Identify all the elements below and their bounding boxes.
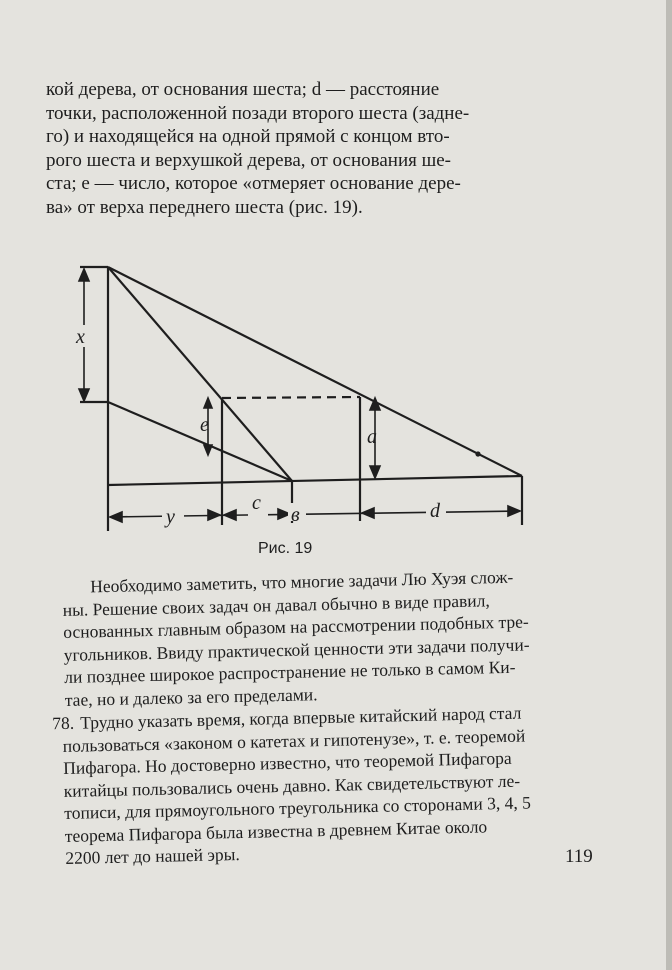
- dashed-level-line: [222, 397, 360, 398]
- arrow-head: [79, 269, 89, 281]
- paragraph-middle: [62, 564, 597, 711]
- text-line: ли позднее широкое распространение не только в самом Ки-: [64, 656, 516, 687]
- text-line: ны. Решение своих задач он давал обычно в виде правил,: [62, 589, 490, 620]
- arrow-head: [204, 398, 212, 408]
- sight-line-inner: [108, 267, 292, 481]
- text-line: тае, но и далеко за его пределами.: [64, 683, 318, 710]
- text-line: кой дерева, от основания шеста; d — расстояние: [46, 79, 440, 100]
- section-number: 78.: [52, 712, 75, 734]
- paragraph-top: [46, 78, 581, 219]
- arrow-head: [224, 510, 236, 520]
- page-number: 119: [565, 846, 593, 867]
- arrow-head: [204, 445, 212, 455]
- paragraph-bottom: [52, 700, 597, 870]
- label-c: c: [252, 492, 261, 514]
- text-line: точки, расположенной позади второго шеста (задне-: [46, 102, 470, 124]
- text-line: 2200 лет до нашей эры.: [65, 844, 240, 868]
- label-e: e: [200, 414, 209, 436]
- text-line: пользоваться «законом о катетах и гипотенузе», т. е. теоремой: [62, 725, 526, 756]
- ground-line: [108, 476, 522, 485]
- figure-caption: Рис. 19: [258, 540, 313, 557]
- page-edge: [666, 0, 672, 970]
- label-a: a: [367, 426, 377, 448]
- text-line: теорема Пифагора была известна в древнем Китае около: [64, 815, 488, 846]
- text-line: основанных главным образом на рассмотрении подобных тре-: [63, 611, 529, 642]
- text-line: ва» от верха переднего шеста (рис. 19).: [46, 196, 363, 218]
- hypotenuse-long: [108, 267, 522, 476]
- text-line: угольников. Ввиду практической ценности эти задачи получи-: [63, 633, 530, 665]
- text-line: тописи, для прямоугольного треугольника со сторонами 3, 4, 5: [64, 792, 532, 823]
- text-line: Необходимо заметить, что многие задачи Лю Хуэя слож-: [90, 566, 514, 597]
- text-line: рого шеста и верхушкой дерева, от основания ше-: [46, 149, 451, 171]
- point-marker: [476, 452, 480, 456]
- arrow-head: [508, 506, 520, 516]
- text-line: го) и находящейся на одной прямой с концом вто-: [46, 126, 450, 147]
- text-line: Трудно указать время, когда впервые китайский народ стал: [80, 702, 522, 733]
- arrow-head: [362, 508, 374, 518]
- figure-19-diagram: [70, 255, 540, 535]
- label-y: y: [166, 506, 175, 528]
- label-x: x: [76, 326, 85, 348]
- label-d: d: [430, 500, 440, 522]
- arrow-head: [79, 389, 89, 401]
- label-b: в: [291, 504, 300, 526]
- text-line: ста; e — число, которое «отмеряет основание дере-: [46, 173, 461, 194]
- text-line: Пифагора. Но достоверно известно, что теоремой Пифагора: [63, 747, 512, 778]
- arrow-head: [208, 510, 220, 520]
- arrow-head: [110, 512, 122, 522]
- arrow-head: [370, 466, 380, 478]
- text-line: китайцы пользовались очень давно. Как свидетельствуют ле-: [63, 770, 521, 801]
